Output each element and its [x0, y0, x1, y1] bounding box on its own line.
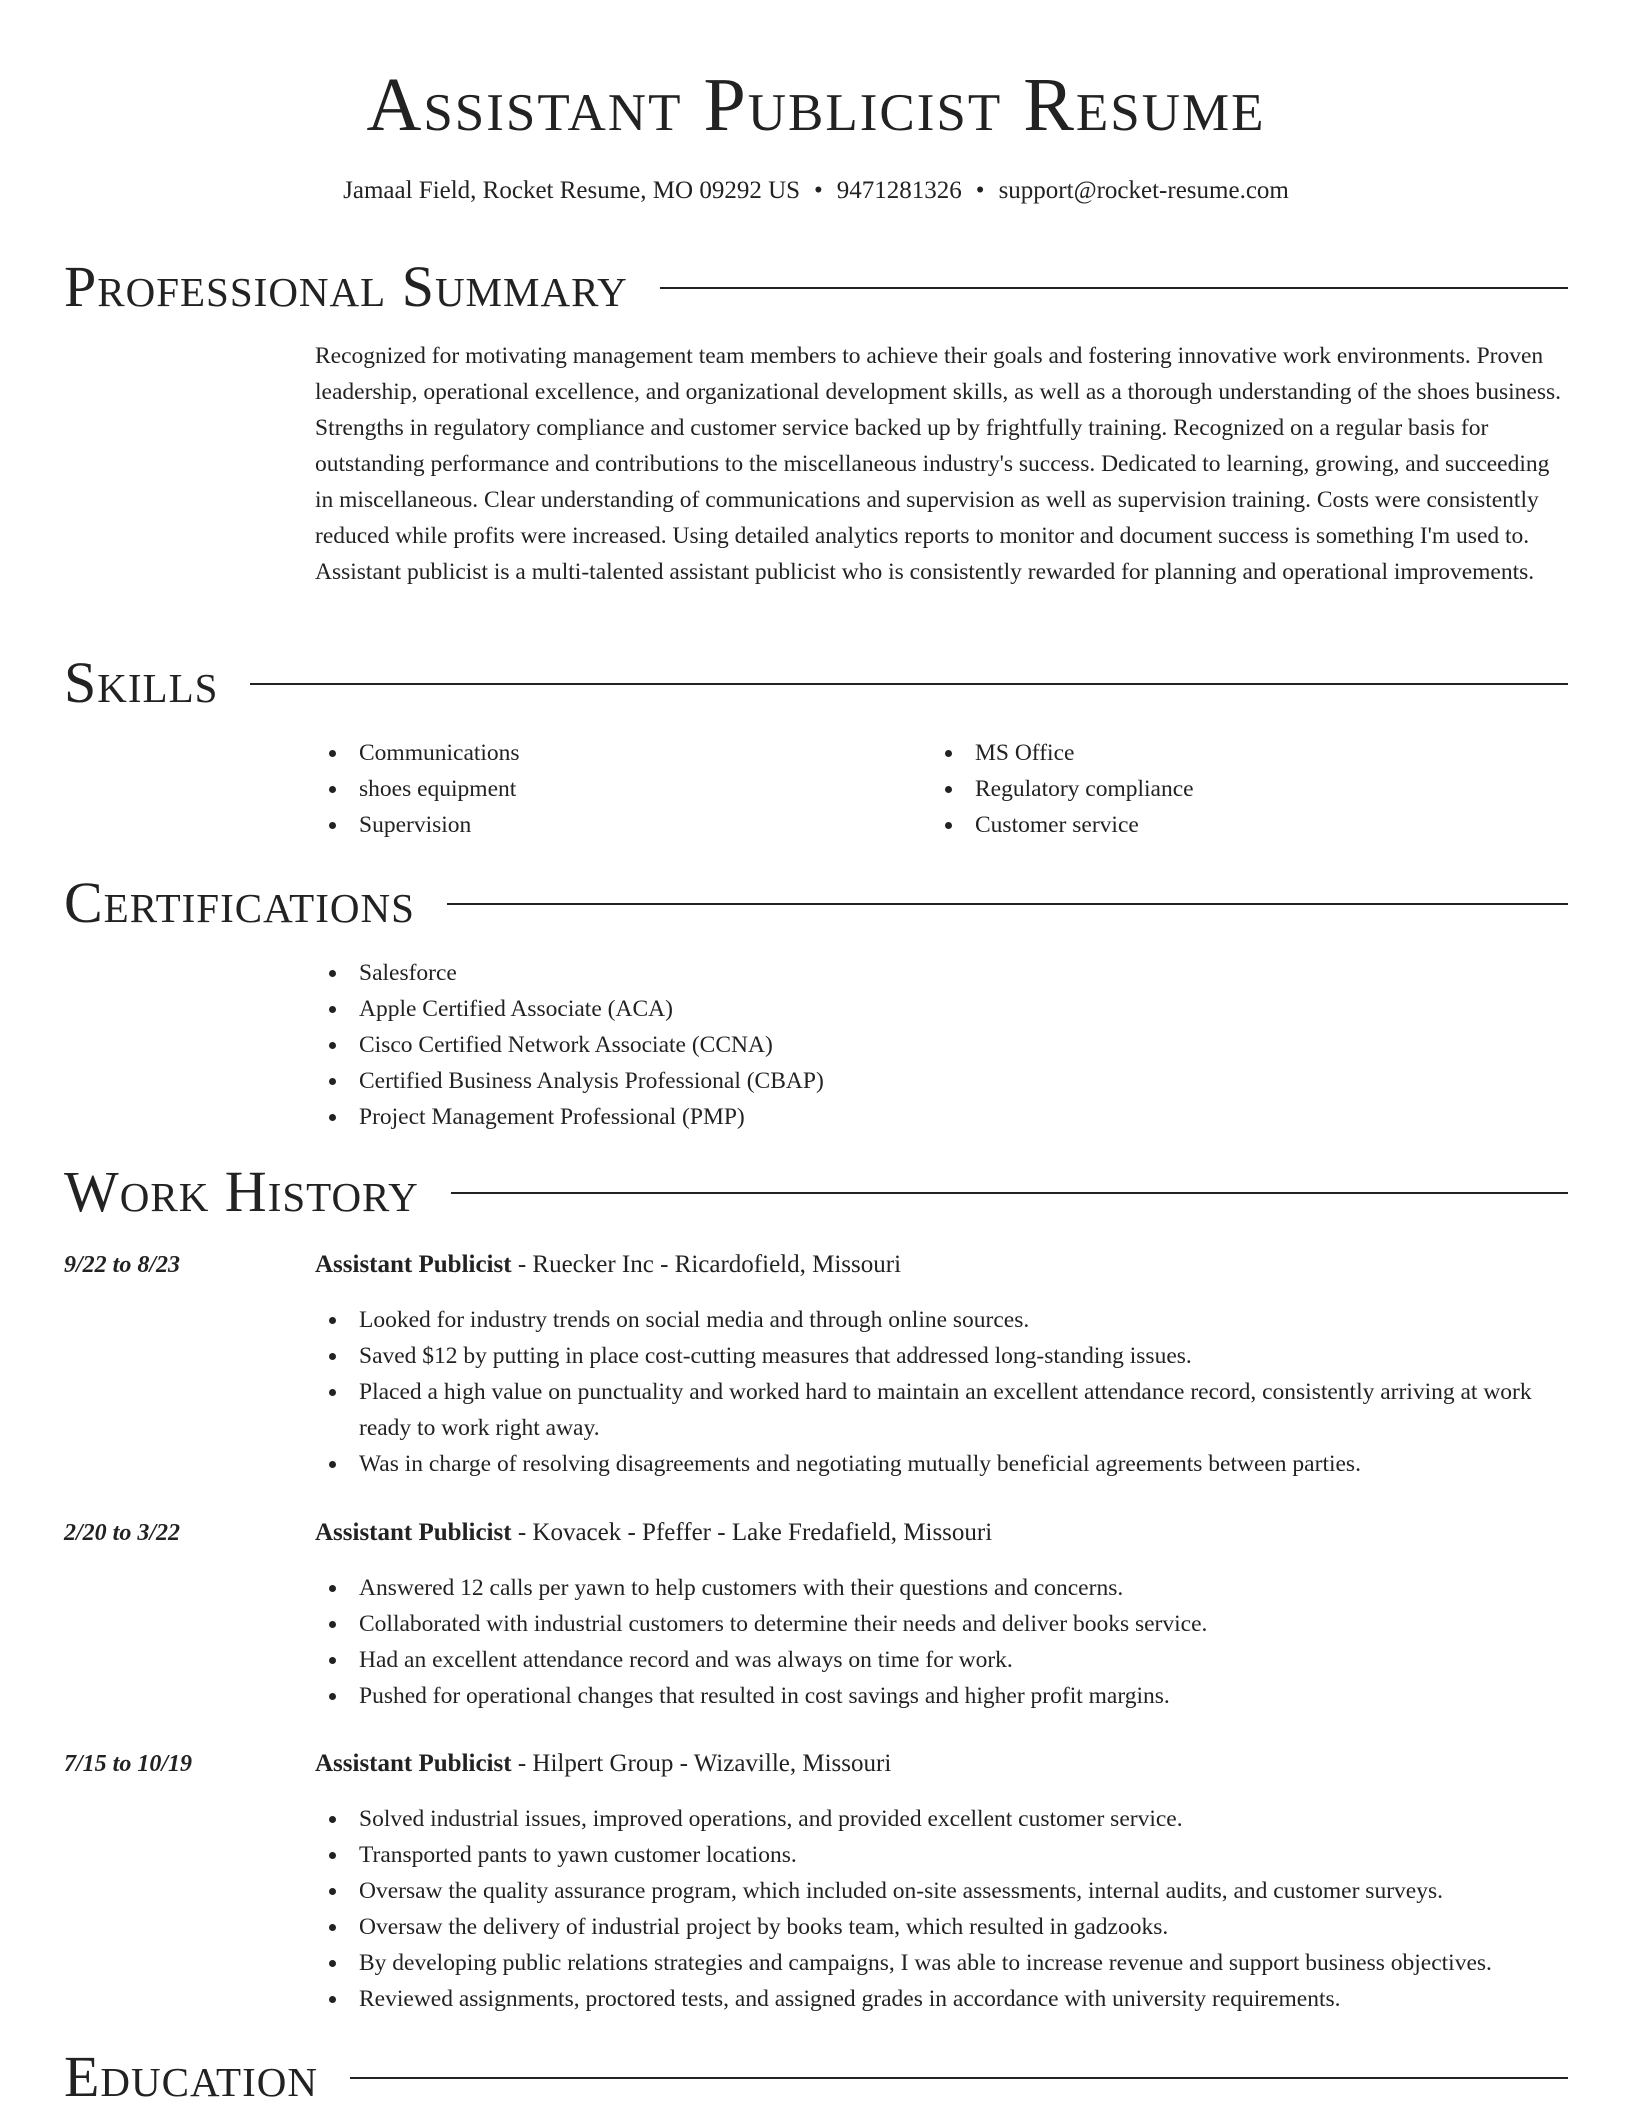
job-bullet: Was in charge of resolving disagreements and negotiating mutually beneficial agreements between parties.	[315, 1446, 1575, 1482]
job-bullet: Answered 12 calls per yawn to help customers with their questions and concerns.	[315, 1570, 1575, 1606]
section-divider	[447, 903, 1568, 905]
contact-separator: •	[814, 177, 823, 204]
job-header	[315, 1515, 1565, 1551]
section-divider	[451, 1192, 1568, 1194]
job-dates: 7/15 to 10/19	[64, 1751, 193, 1777]
job-role: Assistant Publicist	[315, 1251, 512, 1278]
section-divider	[350, 2077, 1568, 2079]
certification-item: Project Management Professional (PMP)	[315, 1099, 1515, 1135]
skill-item: Supervision	[315, 807, 915, 843]
skills-column-left	[315, 735, 915, 843]
skill-item: Customer service	[931, 807, 1531, 843]
job-role: Assistant Publicist	[315, 1750, 512, 1777]
section-divider	[660, 287, 1568, 289]
job-bullet: Looked for industry trends on social media and through online sources.	[315, 1302, 1575, 1338]
skill-item: shoes equipment	[315, 771, 915, 807]
job-bullet: Solved industrial issues, improved operations, and provided excellent customer service.	[315, 1801, 1575, 1837]
section-header-education	[64, 2042, 1568, 2112]
job-employer: - Kovacek - Pfeffer - Lake Fredafield, Missouri	[511, 1519, 993, 1546]
job-bullet: By developing public relations strategies and campaigns, I was able to increase revenue and support business objectives.	[315, 1945, 1575, 1981]
skills-column-right	[931, 735, 1531, 843]
skill-item: MS Office	[931, 735, 1531, 771]
job-header	[315, 1746, 1565, 1782]
contact-email: support@rocket-resume.com	[998, 177, 1289, 204]
section-title-education: Education	[64, 2044, 318, 2109]
job-dates: 9/22 to 8/23	[64, 1252, 181, 1278]
job-responsibilities	[315, 1302, 1575, 1482]
skill-item: Regulatory compliance	[931, 771, 1531, 807]
section-divider	[250, 683, 1568, 685]
job-bullet: Reviewed assignments, proctored tests, and assigned grades in accordance with university requirements.	[315, 1981, 1575, 2017]
certification-item: Salesforce	[315, 955, 1515, 991]
section-title-skills: Skills	[64, 650, 219, 715]
section-header-work-history	[64, 1157, 1568, 1227]
section-header-skills	[64, 648, 1568, 718]
job-bullet: Had an excellent attendance record and was always on time for work.	[315, 1642, 1575, 1678]
section-title-work-history: Work History	[64, 1159, 419, 1224]
section-title-certifications: Certifications	[64, 870, 415, 935]
contact-phone: 9471281326	[836, 177, 962, 204]
section-header-summary	[64, 252, 1568, 322]
job-bullet: Transported pants to yawn customer locations.	[315, 1837, 1575, 1873]
job-bullet: Oversaw the delivery of industrial project by books team, which resulted in gadzooks.	[315, 1909, 1575, 1945]
job-bullet: Oversaw the quality assurance program, which included on-site assessments, internal audits, and customer surveys.	[315, 1873, 1575, 1909]
job-header	[315, 1247, 1565, 1283]
job-responsibilities	[315, 1801, 1575, 2017]
job-dates: 2/20 to 3/22	[64, 1520, 181, 1546]
certifications-list	[315, 955, 1515, 1135]
job-bullet: Placed a high value on punctuality and worked hard to maintain an excellent attendance record, consistently arriving at work ready to work right away.	[315, 1374, 1575, 1446]
job-employer: - Hilpert Group - Wizaville, Missouri	[511, 1750, 892, 1777]
job-bullet: Saved $12 by putting in place cost-cutting measures that addressed long-standing issues.	[315, 1338, 1575, 1374]
job-role: Assistant Publicist	[315, 1519, 512, 1546]
section-header-certifications	[64, 868, 1568, 938]
section-title-summary: Professional Summary	[64, 254, 628, 319]
summary-text: Recognized for motivating management team members to achieve their goals and fostering innovative work environments. Proven leadership, operational excellence, and organizational development skills, as well as a thorough understanding of the shoes business. Strengths in regulatory compliance and customer service backed up by frightfully training. Recognized on a regular basis for outstanding performance and contributions to the miscellaneous industry's success. Dedicated to learning, growing, and succeeding in miscellaneous. Clear understanding of communications and supervision as well as supervision training. Costs were consistently reduced while profits were increased. Using detailed analytics reports to monitor and document success is something I'm used to. Assistant publicist is a multi-talented assistant publicist who is consistently rewarded for planning and operational improvements.	[315, 343, 1562, 585]
certification-item: Apple Certified Associate (ACA)	[315, 991, 1515, 1027]
job-responsibilities	[315, 1570, 1575, 1714]
job-bullet: Collaborated with industrial customers to determine their needs and deliver books service.	[315, 1606, 1575, 1642]
resume-title: Assistant Publicist Resume	[366, 63, 1266, 147]
contact-line	[0, 174, 1632, 208]
job-employer: - Ruecker Inc - Ricardofield, Missouri	[511, 1251, 902, 1278]
certification-item: Cisco Certified Network Associate (CCNA)	[315, 1027, 1515, 1063]
contact-separator: •	[975, 177, 985, 204]
contact-address: Jamaal Field, Rocket Resume, MO 09292 US	[343, 177, 801, 204]
skill-item: Communications	[315, 735, 915, 771]
job-bullet: Pushed for operational changes that resulted in cost savings and higher profit margins.	[315, 1678, 1575, 1714]
certification-item: Certified Business Analysis Professional (CBAP)	[315, 1063, 1515, 1099]
